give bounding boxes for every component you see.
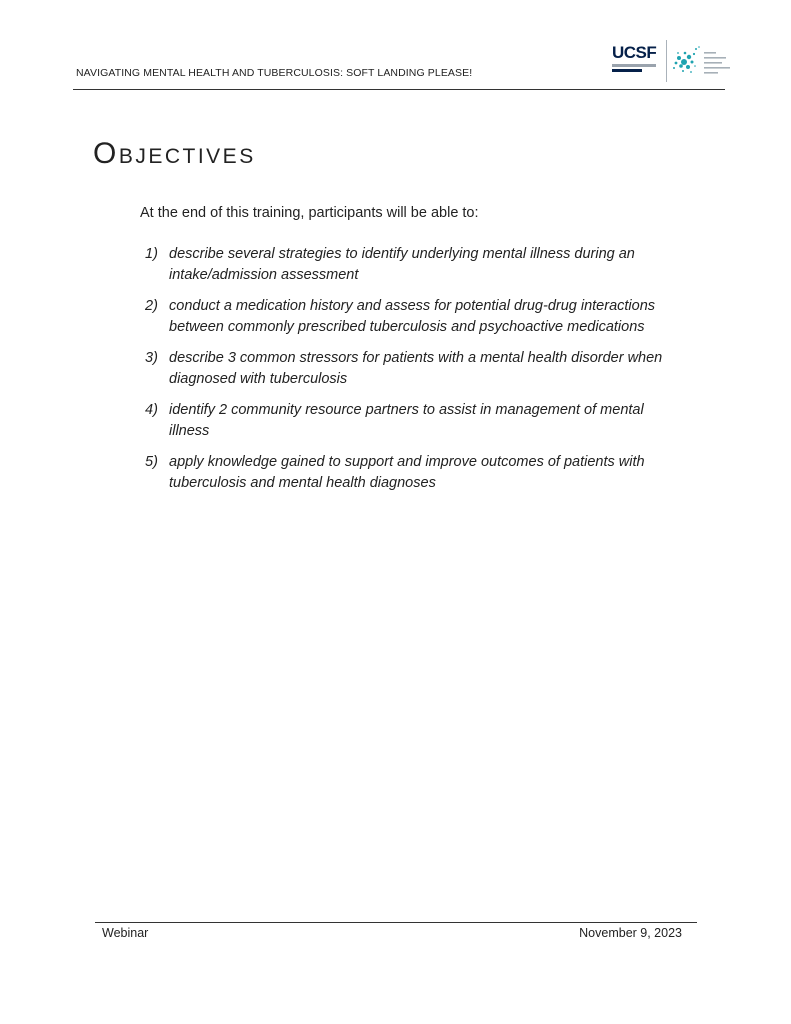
list-item (145, 296, 685, 338)
center-logo (670, 44, 734, 78)
footer-event-type: Webinar (102, 926, 149, 940)
logo-divider (666, 40, 667, 82)
list-item-number: 5) (145, 454, 158, 470)
list-item (145, 400, 685, 442)
list-item-text: describe 3 common stressors for patients with a mental health disorder when diagnosed with tuberculosis (169, 350, 663, 387)
ucsf-logo-subtext-line (612, 69, 642, 72)
ucsf-logo-wordmark: UCSF (612, 43, 657, 62)
list-item-text: conduct a medication history and assess for potential drug-drug interactions between commonly prescribed tuberculosis and psychoactive medications (169, 298, 656, 335)
ucsf-logo-subtext-line (612, 64, 656, 67)
list-item-text: describe several strategies to identify underlying mental illness during an intake/admission assessment (169, 246, 635, 283)
list-item-number: 2) (145, 298, 158, 314)
objectives-list (145, 244, 685, 504)
list-item-number: 4) (145, 402, 158, 418)
intro-text: At the end of this training, participants will be able to: (140, 205, 479, 221)
ucsf-logo (612, 44, 662, 80)
list-item (145, 348, 685, 390)
footer-divider (95, 922, 697, 923)
header-divider (73, 89, 725, 90)
page-title: Objectives (93, 137, 256, 170)
list-item-number: 1) (145, 246, 158, 262)
list-item (145, 452, 685, 494)
list-item-text: identify 2 community resource partners to assist in management of mental illness (169, 402, 644, 439)
document-header-title: NAVIGATING MENTAL HEALTH AND TUBERCULOSIS: SOFT LANDING PLEASE! (76, 67, 473, 79)
center-logo-icon (670, 44, 734, 78)
list-item (145, 244, 685, 286)
footer-date: November 9, 2023 (579, 926, 682, 940)
list-item-number: 3) (145, 350, 158, 366)
list-item-text: apply knowledge gained to support and improve outcomes of patients with tuberculosis and mental health diagnoses (169, 454, 645, 491)
